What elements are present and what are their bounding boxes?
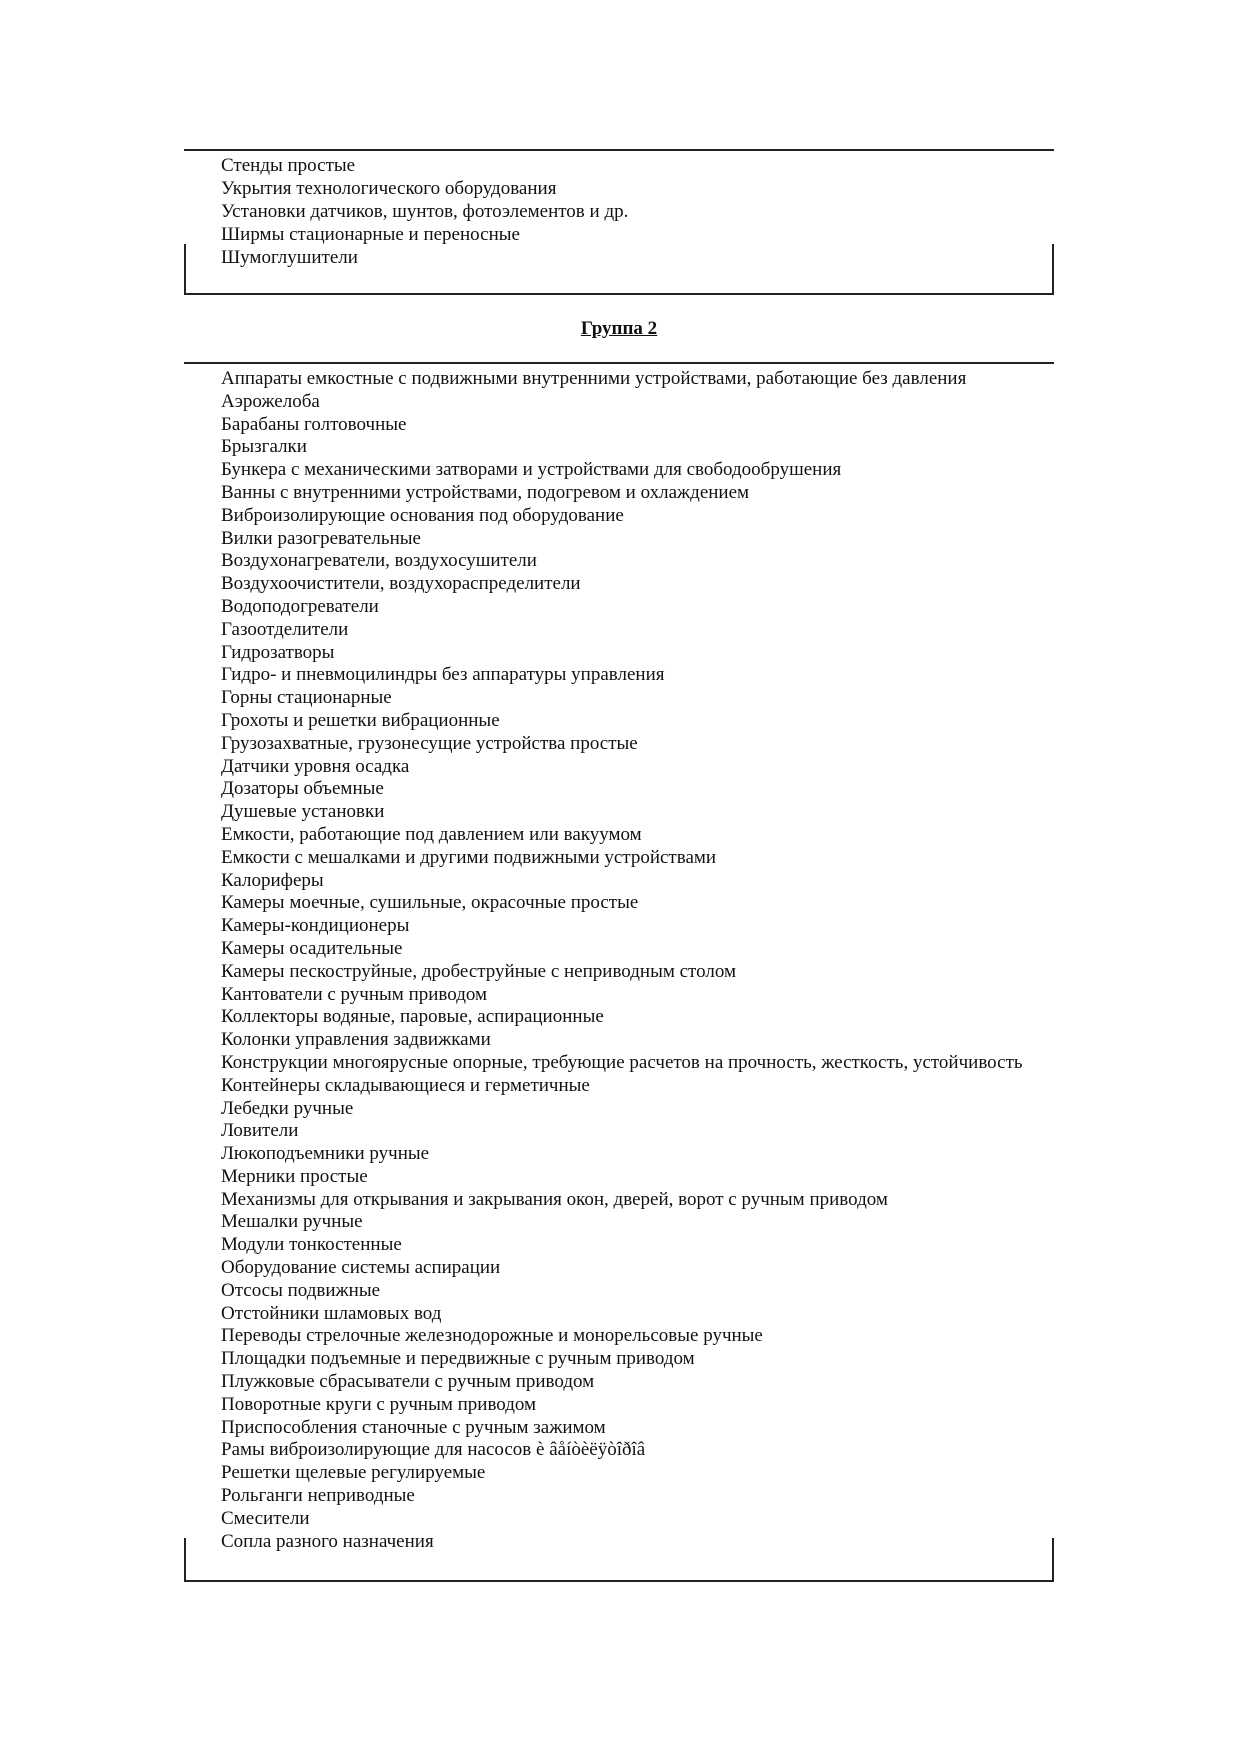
list-item: Оборудование системы аспирации bbox=[221, 1257, 501, 1279]
list-item: Мешалки ручные bbox=[221, 1211, 363, 1233]
list-item: Брызгалки bbox=[221, 436, 307, 458]
list-item: Решетки щелевые регулируемые bbox=[221, 1462, 486, 1484]
list-item: Гидро- и пневмоцилиндры без аппаратуры управления bbox=[221, 664, 665, 686]
list-item: Вилки разогревательные bbox=[221, 527, 421, 549]
list-item: Грохоты и решетки вибрационные bbox=[221, 709, 500, 731]
list-item: Приспособления станочные с ручным зажимом bbox=[221, 1416, 606, 1438]
list-item: Датчики уровня осадка bbox=[221, 755, 410, 777]
list-item: Емкости с мешалками и другими подвижными устройствами bbox=[221, 846, 717, 868]
list-item: Аэрожелоба bbox=[221, 390, 320, 412]
list-item: Водоподогреватели bbox=[221, 595, 379, 617]
list-item: Отсосы подвижные bbox=[221, 1279, 381, 1301]
list-item: Ловители bbox=[221, 1120, 299, 1142]
list-item: Рамы виброизолирующие для насосов è âåíòèëÿòîðîâ bbox=[221, 1439, 646, 1461]
list-item: Аппараты емкостные с подвижными внутренними устройствами, работающие без давления bbox=[221, 368, 967, 389]
list-item: Мерники простые bbox=[221, 1165, 368, 1187]
list-item: Камеры моечные, сушильные, окрасочные простые bbox=[221, 892, 639, 914]
list-item: Кантователи с ручным приводом bbox=[221, 983, 488, 1005]
group-2-list bbox=[184, 368, 1054, 1553]
list-item: Калориферы bbox=[221, 869, 324, 891]
list-item: Ширмы стационарные и переносные bbox=[221, 224, 520, 245]
list-item: Камеры осадительные bbox=[221, 937, 403, 959]
list-item: Контейнеры складывающиеся и герметичные bbox=[221, 1074, 590, 1096]
list-item: Барабаны голтовочные bbox=[221, 413, 407, 435]
list-item: Емкости, работающие под давлением или вакуумом bbox=[221, 823, 642, 845]
list-item: Отстойники шламовых вод bbox=[221, 1302, 442, 1324]
list-item: Воздухонагреватели, воздухосушители bbox=[221, 550, 537, 572]
list-item: Коллекторы водяные, паровые, аспирационные bbox=[221, 1006, 604, 1028]
list-item: Конструкции многоярусные опорные, требующие расчетов на прочность, жесткость, устойчивость bbox=[221, 1051, 1023, 1073]
list-item: Дозаторы объемные bbox=[221, 778, 384, 800]
table-border bbox=[184, 1538, 1054, 1582]
list-item: Стенды простые bbox=[221, 155, 356, 176]
list-item: Бункера с механическими затворами и устройствами для свободообрушения bbox=[221, 459, 842, 481]
list-item: Камеры-кондиционеры bbox=[221, 915, 410, 937]
list-item: Механизмы для открывания и закрывания окон, дверей, ворот с ручным приводом bbox=[221, 1188, 888, 1210]
list-item: Газоотделители bbox=[221, 618, 349, 640]
list-item: Укрытия технологического оборудования bbox=[221, 178, 557, 199]
group-1-table bbox=[184, 149, 1054, 295]
list-item: Установки датчиков, шунтов, фотоэлементов и др. bbox=[221, 201, 629, 222]
list-item: Люкоподъемники ручные bbox=[221, 1143, 430, 1165]
list-item: Ванны с внутренними устройствами, подогревом и охлаждением bbox=[221, 481, 750, 503]
list-item: Смесители bbox=[221, 1507, 310, 1529]
list-item: Плужковые сбрасыватели с ручным приводом bbox=[221, 1371, 595, 1393]
list-item: Сопла разного назначения bbox=[221, 1530, 434, 1552]
group-2-title: Группа 2 bbox=[580, 318, 658, 339]
list-item: Душевые установки bbox=[221, 801, 385, 823]
list-item: Рольганги неприводные bbox=[221, 1485, 415, 1507]
list-item: Лебедки ручные bbox=[221, 1097, 354, 1119]
list-item: Воздухоочистители, воздухораспределители bbox=[221, 573, 581, 595]
list-item: Шумоглушители bbox=[221, 247, 358, 268]
list-item: Виброизолирующие основания под оборудование bbox=[221, 504, 624, 526]
list-item: Горны стационарные bbox=[221, 687, 392, 709]
group-2-table bbox=[184, 362, 1054, 1582]
list-item: Грузозахватные, грузонесущие устройства простые bbox=[221, 732, 638, 754]
table-border bbox=[184, 244, 1054, 295]
list-item: Площадки подъемные и передвижные с ручным приводом bbox=[221, 1348, 695, 1370]
list-item: Модули тонкостенные bbox=[221, 1234, 402, 1256]
list-item: Колонки управления задвижками bbox=[221, 1029, 491, 1051]
list-item: Камеры пескоструйные, дробеструйные с неприводным столом bbox=[221, 960, 736, 982]
list-item: Переводы стрелочные железнодорожные и монорельсовые ручные bbox=[221, 1325, 763, 1347]
list-item: Гидрозатворы bbox=[221, 641, 335, 663]
list-item: Поворотные круги с ручным приводом bbox=[221, 1393, 537, 1415]
